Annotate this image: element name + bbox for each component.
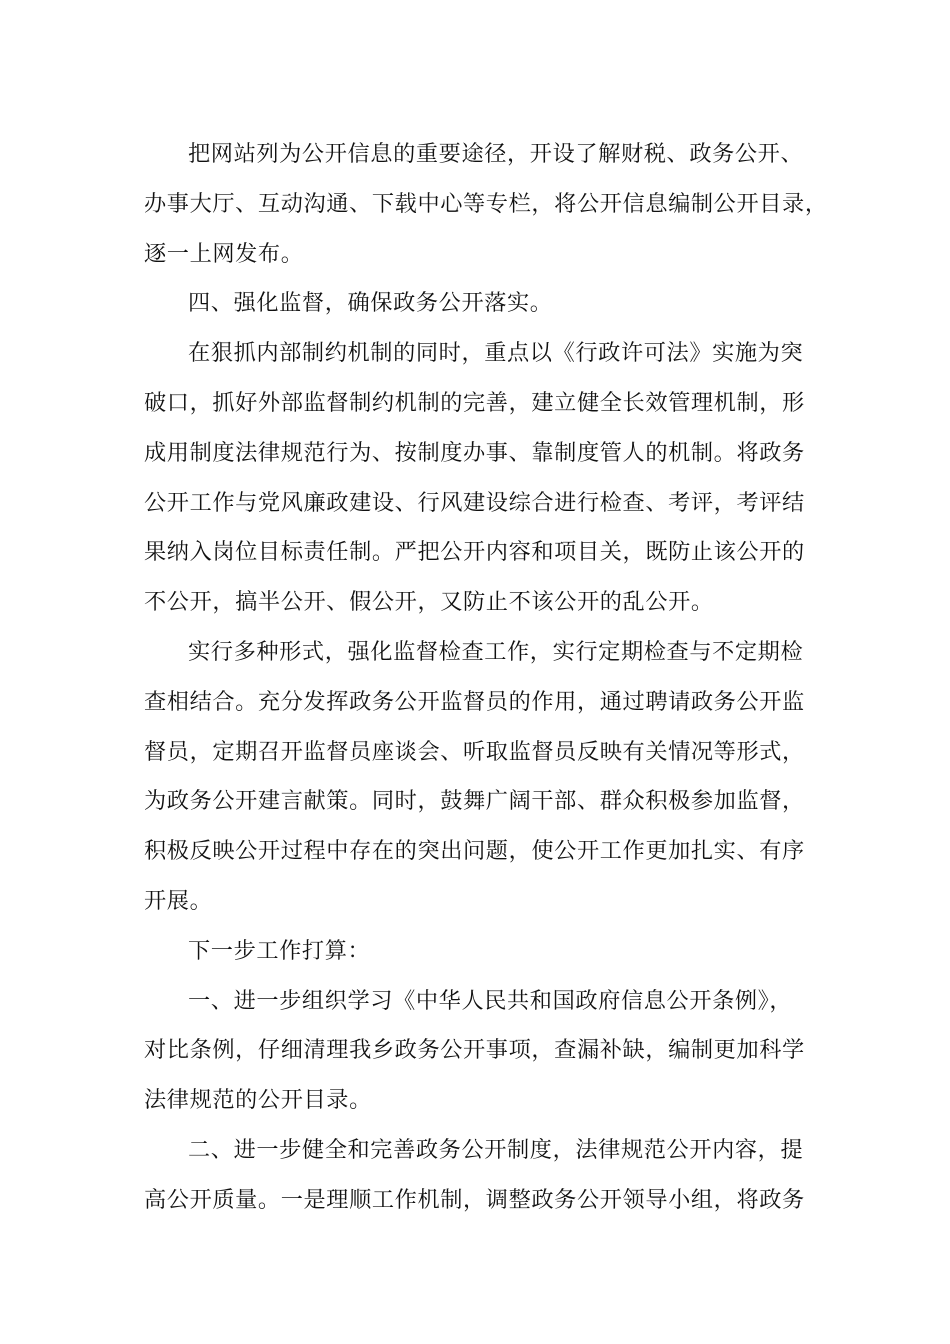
text-line: 不公开，搞半公开、假公开，又防止不该公开的乱公开。	[144, 589, 714, 616]
section-heading: 四、强化监督，确保政务公开落实。	[188, 290, 553, 317]
text-line: 公开工作与党风廉政建设、行风建设综合进行检查、考评，考评结	[144, 489, 805, 516]
text-line: 查相结合。充分发挥政务公开监督员的作用，通过聘请政务公开监	[144, 688, 805, 715]
text-line: 为政务公开建言献策。同时，鼓舞广阔干部、群众积极参加监督，	[144, 788, 805, 815]
text-line: 把网站列为公开信息的重要途径，开设了解财税、政务公开、	[188, 141, 804, 167]
text-line: 积极反映公开过程中存在的突出问题，使公开工作更加扎实、有序	[144, 838, 805, 865]
text-line: 法律规范的公开目录。	[144, 1087, 372, 1114]
text-line: 二、进一步健全和完善政务公开制度，法律规范公开内容，提	[188, 1136, 804, 1163]
text-line: 成用制度法律规范行为、按制度办事、靠制度管人的机制。将政务	[144, 439, 805, 466]
text-line: 高公开质量。一是理顺工作机制，调整政务公开领导小组，将政务	[144, 1186, 805, 1213]
section-heading: 下一步工作打算：	[188, 937, 371, 964]
text-line: 在狠抓内部制约机制的同时，重点以《行政许可法》实施为突	[188, 340, 804, 367]
text-line: 一、进一步组织学习《中华人民共和国政府信息公开条例》，	[188, 987, 793, 1014]
text-line: 逐一上网发布。	[144, 240, 304, 267]
text-line: 果纳入岗位目标责任制。严把公开内容和项目关，既防止该公开的	[144, 539, 805, 566]
text-line: 破口，抓好外部监督制约机制的完善，建立健全长效管理机制，形	[144, 389, 805, 416]
document-body	[144, 130, 828, 1226]
text-line: 实行多种形式，强化监督检查工作，实行定期检查与不定期检	[188, 638, 804, 665]
text-line: 办事大厅、互动沟通、下载中心等专栏，将公开信息编制公开目录，	[144, 190, 828, 217]
text-line: 督员，定期召开监督员座谈会、听取监督员反映有关情况等形式，	[144, 738, 805, 765]
text-line: 对比条例，仔细清理我乡政务公开事项，查漏补缺，编制更加科学	[144, 1037, 805, 1064]
text-line: 开展。	[144, 887, 213, 914]
